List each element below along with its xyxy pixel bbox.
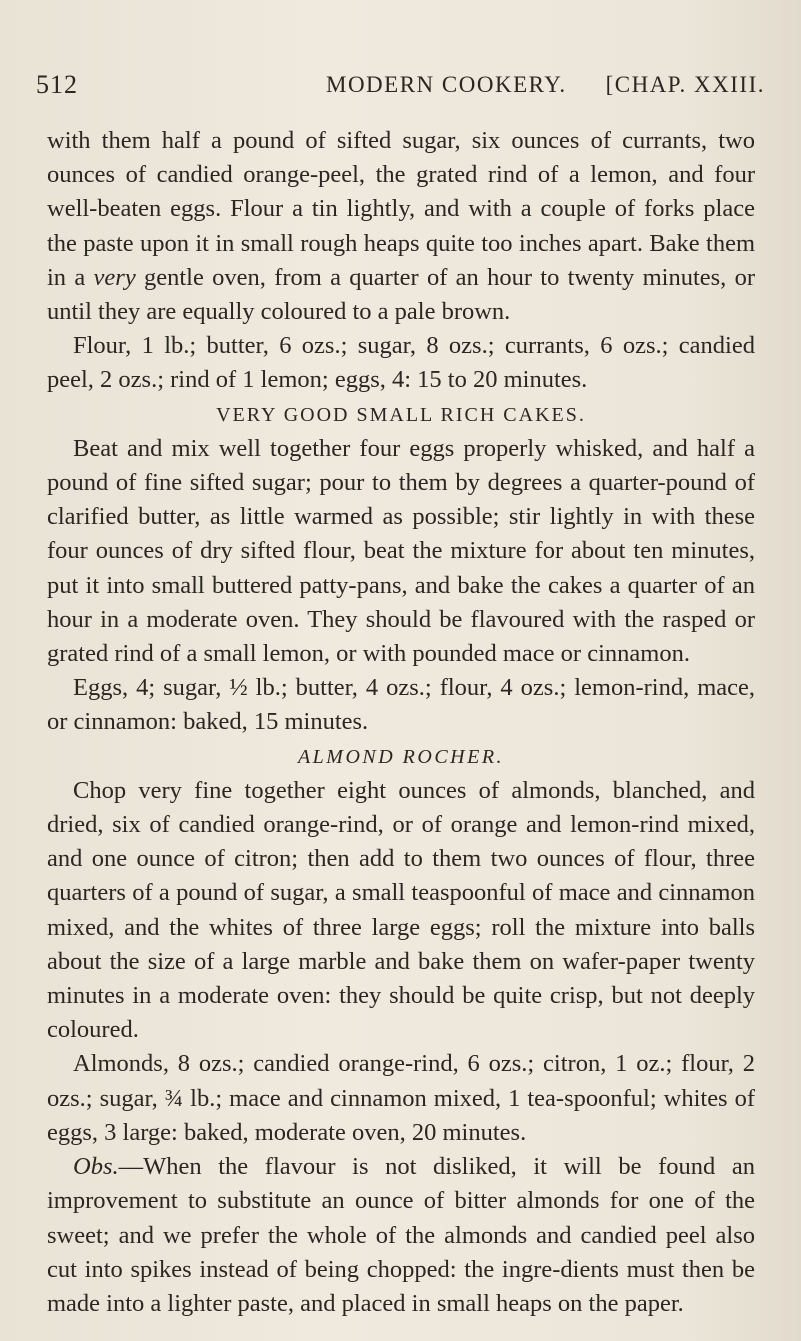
recipe-summary: Almonds, 8 ozs.; candied orange-rind, 6 ozs.; citron, 1 oz.; flour, 2 ozs.; sugar, ¾ lb.; mace and cinnamon mixed, 1 tea-spoonful; whites of eggs, 3 large: baked, moderate oven, 20 minutes. — [47, 1050, 755, 1146]
recipe-summary: Eggs, 4; sugar, ½ lb.; butter, 4 ozs.; flour, 4 ozs.; lemon-rind, mace, or cinnamon: baked, 15 minutes. — [47, 674, 755, 736]
page-number: 512 — [36, 70, 78, 99]
recipe-heading: VERY GOOD SMALL RICH CAKES. — [216, 403, 586, 426]
page-body — [47, 124, 755, 1321]
paragraph-continued — [47, 124, 755, 329]
paragraph-text: with them half a pound of sifted sugar, six ounces of currants, two ounces of candied orange-peel, the grated rind of a lemon, and four well-beaten eggs. Flour a tin lightly, and with a couple of forks place the paste upon it in small rough heaps quite too inches apart. Bake them in a — [47, 127, 755, 291]
observation-note — [47, 1150, 755, 1321]
running-header — [36, 70, 765, 110]
recipe-paragraph: Chop very fine together eight ounces of almonds, blanched, and dried, six of candied orange-rind, or of orange and lemon-rind mixed, and one ounce of citron; then add to them two ounces of flour, three quarters of a pound of sugar, a small teaspoonful of mace and cinnamon mixed, and the whites of three large eggs; roll the mixture into balls about the size of a large marble and bake them on wafer-paper twenty minutes in a moderate oven: they should be quite crisp, but not deeply coloured. — [47, 776, 755, 1044]
emphasis-text: very — [93, 263, 136, 291]
obs-text: —When the flavour is not disliked, it will be found an improvement to substitute an ounce of bitter almonds for one of the sweet; and we prefer the whole of the almonds and candied peel also cut into spikes instead of being chopped: the ingre-dients must then be made into a lighter paste, and placed in small heaps on the paper. — [47, 1153, 755, 1317]
paragraph-text-cont: gentle oven, from a quarter of an hour to twenty minutes, or until they are equally coloured to a pale brown. — [47, 263, 756, 326]
recipe-paragraph: Beat and mix well together four eggs properly whisked, and half a pound of fine sifted sugar; pour to them by degrees a quarter-pound of clarified butter, as little warmed as possible; stir lightly in with these four ounces of dry sifted flour, beat the mixture for about ten minutes, put it into small buttered patty-pans, and bake the cakes a quarter of an hour in a moderate oven. They should be flavoured with the rasped or grated rind of a small lemon, or with pounded mace or cinnamon. — [47, 434, 755, 668]
obs-label: Obs. — [73, 1153, 119, 1181]
recipe-heading: ALMOND ROCHER. — [297, 745, 505, 768]
chapter-label: [CHAP. XXIII. — [605, 72, 765, 97]
recipe-summary: Flour, 1 lb.; butter, 6 ozs.; sugar, 8 ozs.; currants, 6 ozs.; candied peel, 2 ozs.; rind of 1 lemon; eggs, 4: 15 to 20 minutes. — [47, 332, 755, 394]
running-title: MODERN COOKERY. — [326, 72, 567, 97]
